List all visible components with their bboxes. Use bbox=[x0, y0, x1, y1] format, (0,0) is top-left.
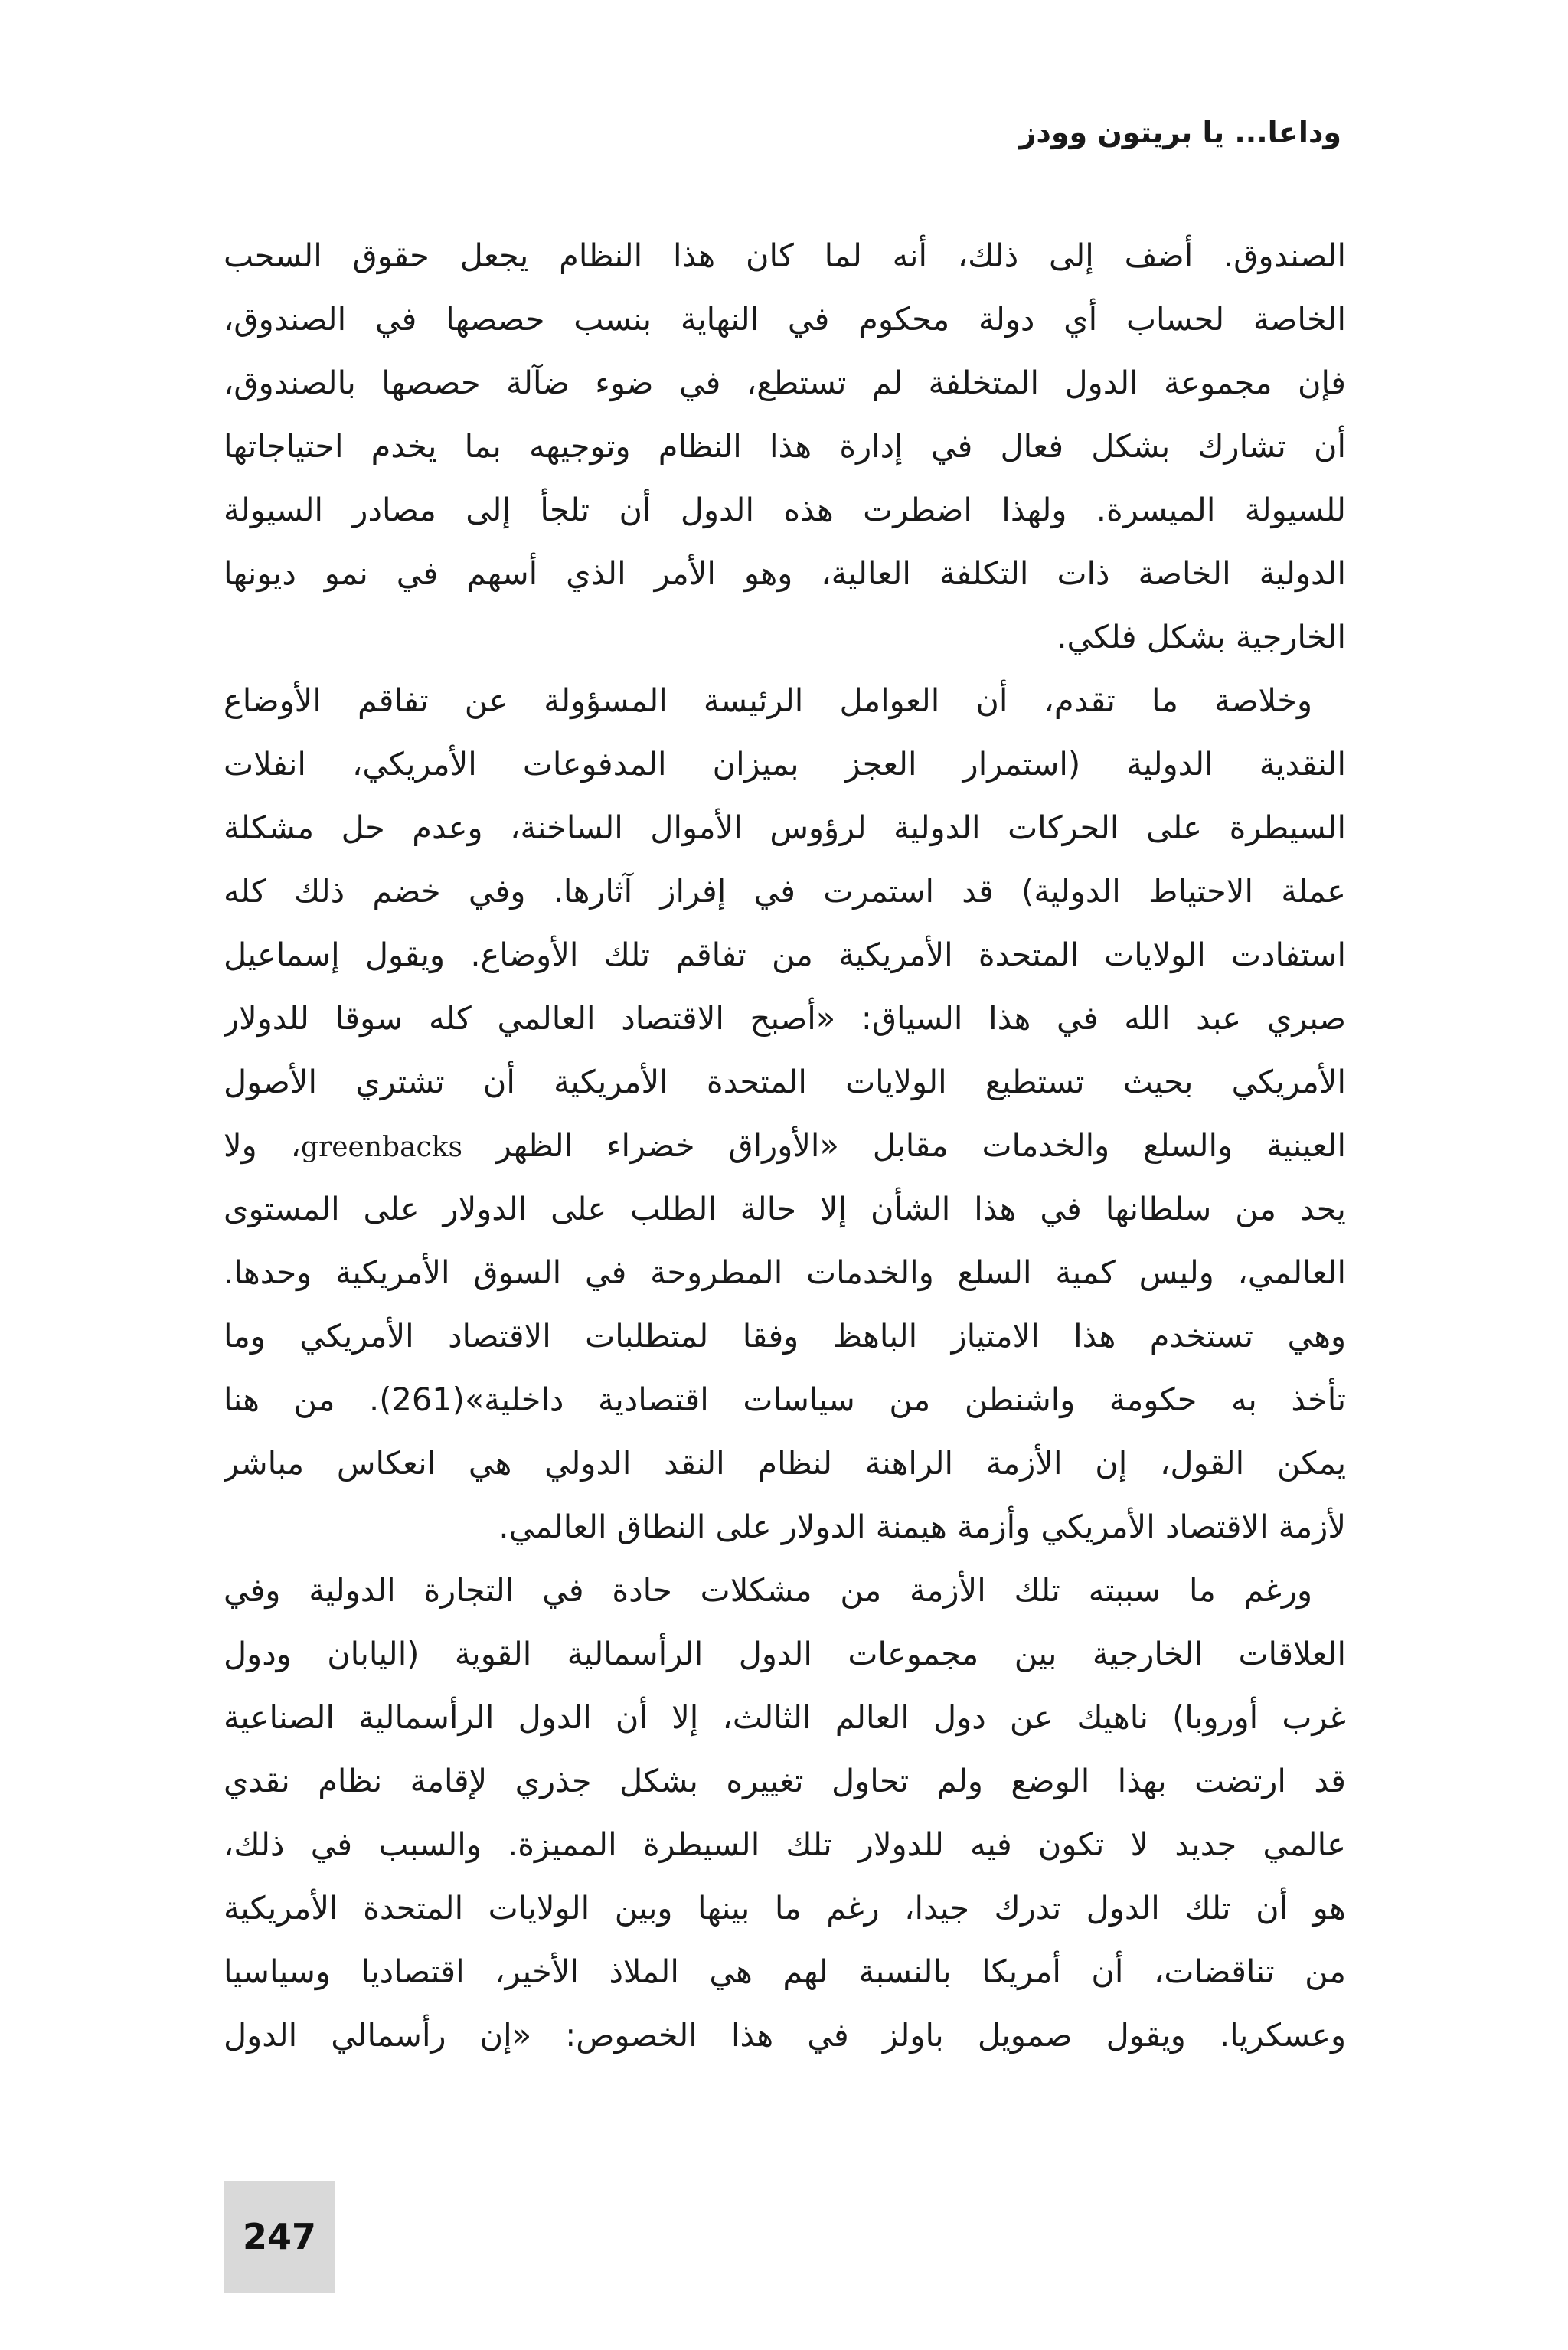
text-line: فإن مجموعة الدول المتخلفة لم تستطع، في ضوء ضآلة حصصها بالصندوق، bbox=[224, 364, 1346, 401]
text-line: الصندوق. أضف إلى ذلك، أنه لما كان هذا النظام يجعل حقوق السحب bbox=[224, 237, 1346, 274]
text-line: النقدية الدولية (استمرار العجز بميزان المدفوعات الأمريكي، انفلات bbox=[224, 745, 1346, 783]
text-line: العلاقات الخارجية بين مجموعات الدول الرأسمالية القوية (اليابان ودول bbox=[224, 1635, 1346, 1672]
page-number: 247 bbox=[242, 2216, 317, 2257]
page-number-box bbox=[224, 2181, 335, 2293]
text-line: الخاصة لحساب أي دولة محكوم في النهاية بنسب حصصها في الصندوق، bbox=[224, 300, 1346, 338]
text-line: الدولية الخاصة ذات التكلفة العالية، وهو الأمر الذي أسهم في نمو ديونها bbox=[224, 554, 1346, 592]
text-line-paragraph-end: الخارجية بشكل فلكي. bbox=[1057, 618, 1346, 655]
latin-term: greenbacks bbox=[300, 1132, 462, 1163]
text-line: استفادت الولايات المتحدة الأمريكية من تفاقم تلك الأوضاع. ويقول إسماعيل bbox=[224, 936, 1346, 973]
text-line-paragraph-start: ورغم ما سببته تلك الأزمة من مشكلات حادة في التجارة الدولية وفي bbox=[224, 1571, 1312, 1609]
text-segment: العينية والسلع والخدمات مقابل «الأوراق خضراء الظهر bbox=[495, 1126, 1346, 1164]
running-head-title: وداعا... يا بريتون وودز bbox=[1019, 116, 1341, 149]
text-line: الأمريكي بحيث تستطيع الولايات المتحدة الأمريكية أن تشتري الأصول bbox=[224, 1063, 1346, 1100]
text-line: غرب أوروبا) ناهيك عن دول العالم الثالث، إلا أن الدول الرأسمالية الصناعية bbox=[224, 1698, 1346, 1736]
text-line-paragraph-end: لأزمة الاقتصاد الأمريكي وأزمة هيمنة الدولار على النطاق العالمي. bbox=[498, 1508, 1346, 1545]
text-segment: ، ولا bbox=[224, 1126, 301, 1164]
text-line: من تناقضات، أن أمريكا بالنسبة لهم هي الملاذ الأخير، اقتصاديا وسياسيا bbox=[224, 1953, 1346, 1990]
text-line: هو أن تلك الدول تدرك جيدا، رغم ما بينها وبين الولايات المتحدة الأمريكية bbox=[224, 1889, 1346, 1927]
text-line-paragraph-start: وخلاصة ما تقدم، أن العوامل الرئيسة المسؤولة عن تفاقم الأوضاع bbox=[224, 681, 1312, 719]
text-line-with-latin bbox=[224, 1113, 1346, 1177]
text-line: قد ارتضت بهذا الوضع ولم تحاول تغييره بشكل جذري لإقامة نظام نقدي bbox=[224, 1762, 1346, 1799]
text-line: تأخذ به حكومة واشنطن من سياسات اقتصادية داخلية»(261). من هنا bbox=[224, 1381, 1346, 1418]
text-line: العالمي، وليس كمية السلع والخدمات المطروحة في السوق الأمريكية وحدها. bbox=[224, 1253, 1346, 1291]
text-line: يحد من سلطانها في هذا الشأن إلا حالة الطلب على الدولار على المستوى bbox=[224, 1190, 1346, 1227]
body-text bbox=[224, 224, 1346, 2169]
text-line: عالمي جديد لا تكون فيه للدولار تلك السيطرة المميزة. والسبب في ذلك، bbox=[224, 1825, 1346, 1863]
text-line: أن تشارك بشكل فعال في إدارة هذا النظام وتوجيهه بما يخدم احتياجاتها bbox=[224, 427, 1346, 465]
text-line: للسيولة الميسرة. ولهذا اضطرت هذه الدول أن تلجأ إلى مصادر السيولة bbox=[224, 491, 1346, 528]
text-line: السيطرة على الحركات الدولية لرؤوس الأموال الساخنة، وعدم حل مشكلة bbox=[224, 809, 1346, 846]
text-line: صبري عبد الله في هذا السياق: «أصبح الاقتصاد العالمي كله سوقا للدولار bbox=[224, 999, 1346, 1037]
text-line: وعسكريا. ويقول صمويل باولز في هذا الخصوص: «إن رأسمالي الدول bbox=[224, 2016, 1346, 2054]
text-line: عملة الاحتياط الدولية) قد استمرت في إفراز آثارها. وفي خضم ذلك كله bbox=[224, 872, 1346, 910]
text-line: يمكن القول، إن الأزمة الراهنة لنظام النقد الدولي هي انعكاس مباشر bbox=[224, 1444, 1346, 1482]
text-line: وهي تستخدم هذا الامتياز الباهظ وفقا لمتطلبات الاقتصاد الأمريكي وما bbox=[224, 1317, 1346, 1355]
